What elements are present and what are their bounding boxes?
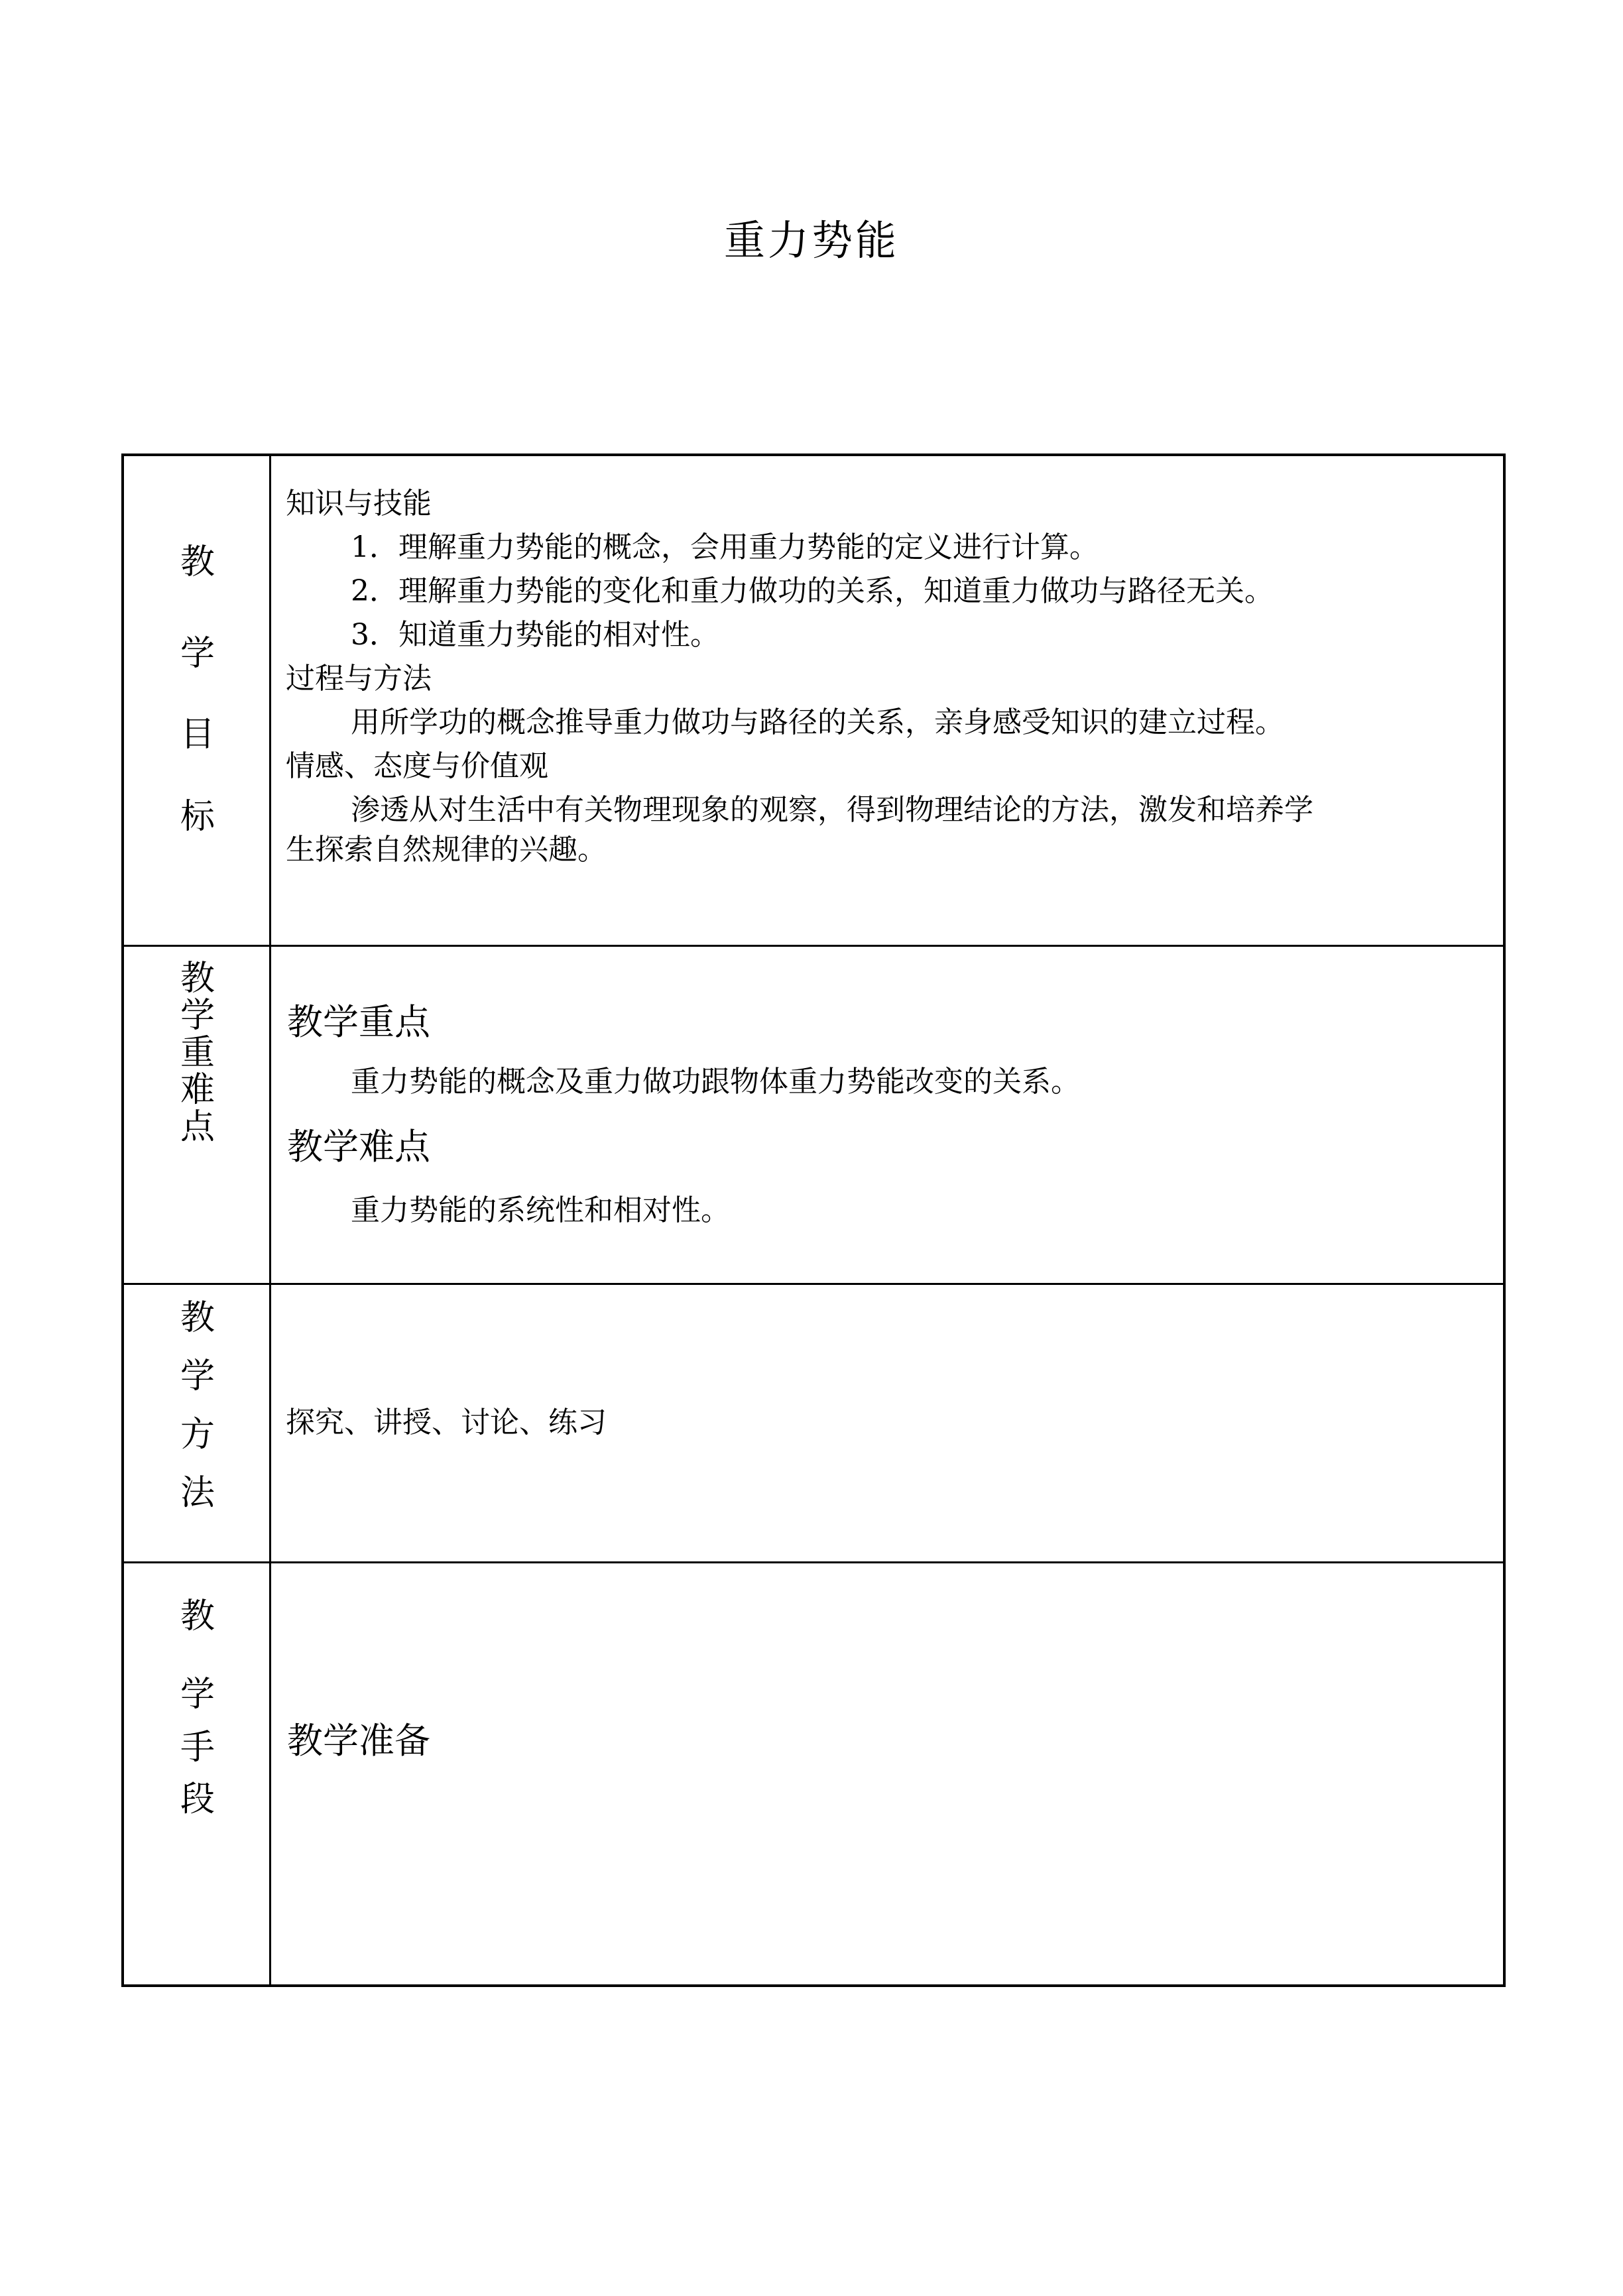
label-char: 难 bbox=[180, 1070, 215, 1110]
objective-item: 3．知道重力势能的相对性。 bbox=[351, 618, 719, 652]
page-title: 重力势能 bbox=[723, 216, 899, 265]
label-char: 方 bbox=[180, 1415, 215, 1455]
label-char: 教 bbox=[180, 959, 215, 998]
difficult-point-heading: 教学难点 bbox=[287, 1126, 430, 1168]
label-char: 教 bbox=[180, 1298, 215, 1338]
difficult-point-text: 重力势能的系统性和相对性。 bbox=[351, 1193, 730, 1227]
label-char: 教 bbox=[180, 1597, 215, 1636]
teaching-methods-content bbox=[271, 1285, 1503, 1561]
objective-item: 渗透从对生活中有关物理现象的观察，得到物理结论的方法，激发和培养学 bbox=[351, 793, 1313, 827]
label-char: 学 bbox=[180, 1675, 215, 1715]
label-char: 点 bbox=[180, 1107, 215, 1147]
label-char: 法 bbox=[180, 1473, 215, 1513]
section-heading-emotion: 情感、态度与价值观 bbox=[286, 749, 548, 783]
row-teaching-objectives bbox=[124, 456, 1503, 947]
lesson-plan-table bbox=[121, 453, 1506, 1987]
label-char: 手 bbox=[180, 1728, 215, 1768]
objectives-content bbox=[271, 456, 1503, 945]
label-key-difficult-points bbox=[124, 947, 271, 1283]
label-char: 学 bbox=[180, 634, 215, 674]
section-heading-knowledge: 知识与技能 bbox=[286, 487, 432, 520]
key-difficult-content bbox=[271, 947, 1503, 1283]
row-key-difficult-points bbox=[124, 947, 1503, 1285]
label-teaching-objectives bbox=[124, 456, 271, 945]
key-point-text: 重力势能的概念及重力做功跟物体重力势能改变的关系。 bbox=[351, 1065, 1080, 1099]
row-teaching-means bbox=[124, 1563, 1503, 1984]
label-teaching-means bbox=[124, 1563, 271, 1984]
label-char: 段 bbox=[180, 1780, 215, 1819]
label-char: 学 bbox=[180, 996, 215, 1036]
teaching-preparation-heading: 教学准备 bbox=[287, 1720, 430, 1762]
label-char: 教 bbox=[180, 542, 215, 582]
label-char: 重 bbox=[180, 1033, 215, 1073]
key-point-heading: 教学重点 bbox=[287, 1001, 430, 1043]
objective-item: 用所学功的概念推导重力做功与路径的关系，亲身感受知识的建立过程。 bbox=[351, 705, 1284, 739]
objective-item: 2．理解重力势能的变化和重力做功的关系，知道重力做功与路径无关。 bbox=[351, 574, 1274, 608]
section-heading-process: 过程与方法 bbox=[286, 662, 432, 695]
label-char: 学 bbox=[180, 1357, 215, 1396]
row-teaching-methods bbox=[124, 1285, 1503, 1563]
label-char: 标 bbox=[180, 797, 215, 837]
teaching-means-content bbox=[271, 1563, 1503, 1984]
teaching-methods-text: 探究、讲授、讨论、练习 bbox=[286, 1406, 607, 1439]
label-char: 目 bbox=[180, 715, 215, 755]
objective-item-continued: 生探索自然规律的兴趣。 bbox=[286, 833, 607, 867]
label-teaching-methods bbox=[124, 1285, 271, 1561]
objective-item: 1．理解重力势能的概念，会用重力势能的定义进行计算。 bbox=[351, 530, 1099, 564]
